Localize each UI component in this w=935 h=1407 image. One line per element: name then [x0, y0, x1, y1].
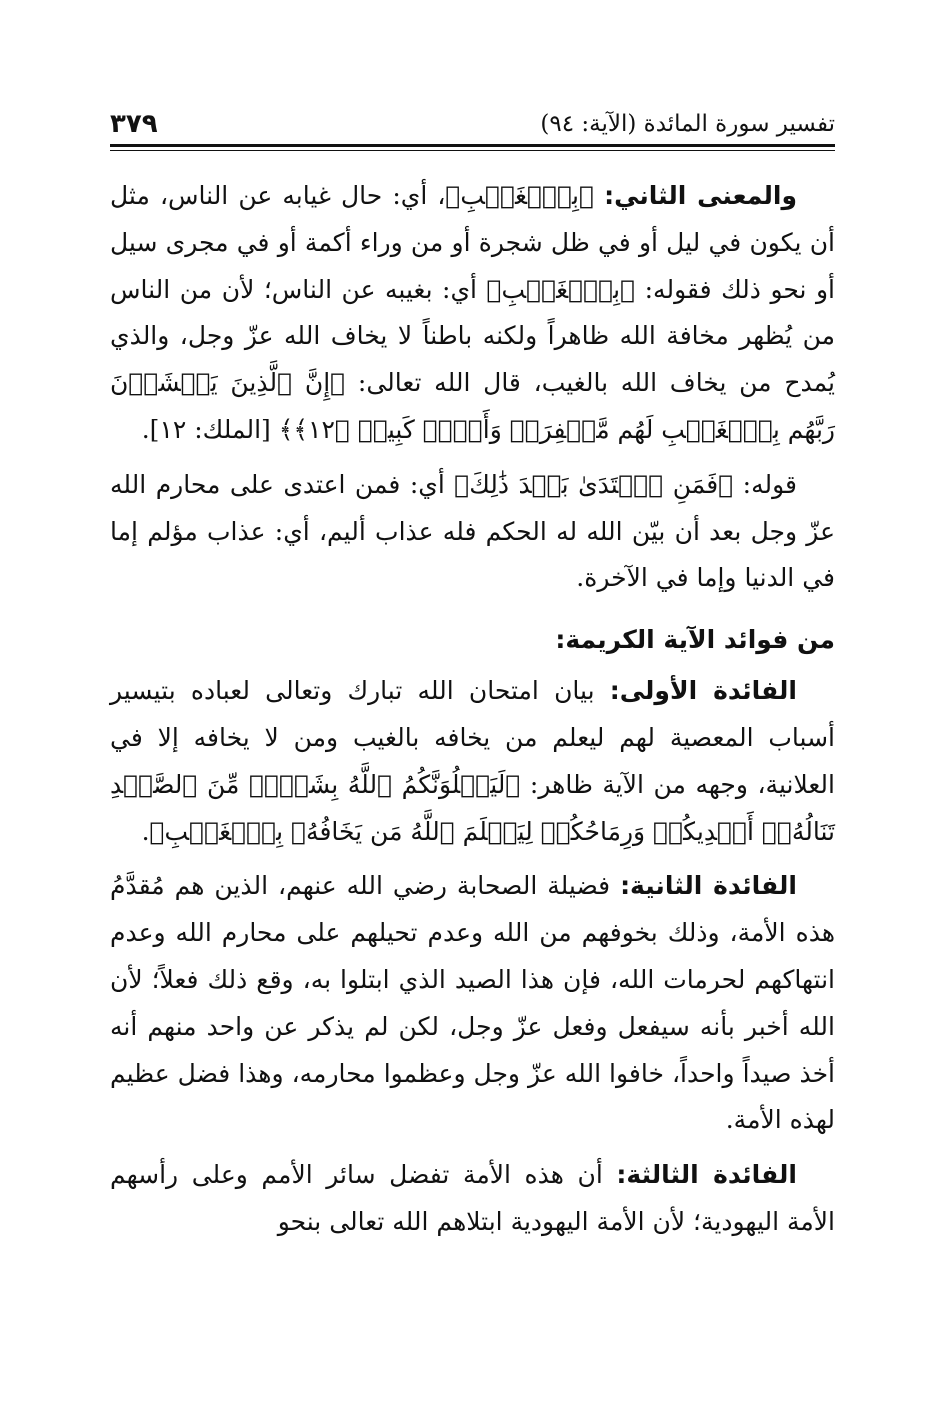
- section-heading: من فوائد الآية الكريمة:: [555, 625, 835, 655]
- paragraph-benefit-one: [110, 668, 835, 855]
- paragraph-text: أن هذه الأمة تفضل سائر الأمم وعلى رأسهم الأمة اليهودية؛ لأن الأمة اليهودية ابتلاهم الله تعالى بنحو: [110, 1160, 835, 1236]
- page-body: [110, 173, 835, 1246]
- paragraph-text: فضيلة الصحابة رضي الله عنهم، الذين هم مُقدَّمُ هذه الأمة، وذلك بخوفهم من الله وعدم تحيلهم على محارم الله وعدم انتهاكهم لحرمات الله، فإن هذا الصيد الذي ابتلوا به، وقع ذلك فعلاً؛ لأن الله أخبر بأنه سيفعل وفعل عزّ وجل، لكن لم يذكر عن واحد منهم أنه أخذ صيداً واحداً، خافوا الله عزّ وجل وعظموا محارمه، وهذا فضل عظيم لهذه الأمة.: [110, 871, 835, 1135]
- paragraph-benefit-three: [110, 1152, 835, 1246]
- paragraph-lead: الفائدة الثالثة:: [616, 1160, 797, 1190]
- header-title: تفسير سورة المائدة (الآية: ٩٤): [540, 111, 835, 137]
- paragraph-text: بيان امتحان الله تبارك وتعالى لعباده بتيسير أسباب المعصية لهم ليعلم من يخافه بالغيب ومن لا يخافه إلا في العلانية، وجهه من الآية ظاهر: ﴿لَيَبۡلُوَنَّكُمُ ٱللَّهُ بِشَيۡءٖ مِّنَ ٱلصَّيۡدِ تَنَالُهُۥٓ أَيۡدِيكُمۡ وَرِمَاحُكُمۡ لِيَعۡلَمَ ٱللَّهُ مَن يَخَافُهُۥ بِٱلۡغَيۡبِ﴾.: [110, 676, 835, 846]
- book-page: [110, 100, 835, 1246]
- paragraph-transgression: [110, 462, 835, 602]
- page-number: ٣٧٩: [110, 109, 158, 139]
- paragraph-text: ﴿بِٱلۡغَيۡبِ﴾، أي: حال غيابه عن الناس، مثل أن يكون في ليل أو في ظل شجرة أو من وراء أكمة أو في مجرى سيل أو نحو ذلك فقوله: ﴿بِٱلۡغَيۡبِ﴾ أي: بغيبه عن الناس؛ لأن من الناس من يُظهر مخافة الله ظاهراً ولكنه باطناً لا يخاف الله عزّ وجل، والذي يُمدح من يخاف الله بالغيب، قال الله تعالى: ﴿إِنَّ ٱلَّذِينَ يَخۡشَوۡنَ رَبَّهُم بِٱلۡغَيۡبِ لَهُم مَّغۡفِرَةٞ وَأَجۡرٞ كَبِيرٞ ﴿١٢﴾﴾ [الملك: ١٢].: [110, 181, 835, 444]
- header-rule-thick: [110, 144, 835, 147]
- paragraph-lead: والمعنى الثاني:: [604, 181, 798, 210]
- paragraph-benefit-two: [110, 863, 835, 1144]
- paragraph-lead: الفائدة الأولى:: [609, 676, 798, 706]
- paragraph-lead: الفائدة الثانية:: [620, 871, 797, 901]
- paragraph-second-meaning: [110, 173, 835, 454]
- paragraph-text: قوله: ﴿فَمَنِ ٱعۡتَدَىٰ بَعۡدَ ذَٰلِكَ﴾ أي: فمن اعتدى على محارم الله عزّ وجل بعد أن بيّن الله له الحكم فله عذاب أليم، أي: عذاب مؤلم إما في الدنيا وإما في الآخرة.: [110, 469, 835, 593]
- running-header: [110, 100, 835, 140]
- header-rule-thin: [110, 150, 835, 151]
